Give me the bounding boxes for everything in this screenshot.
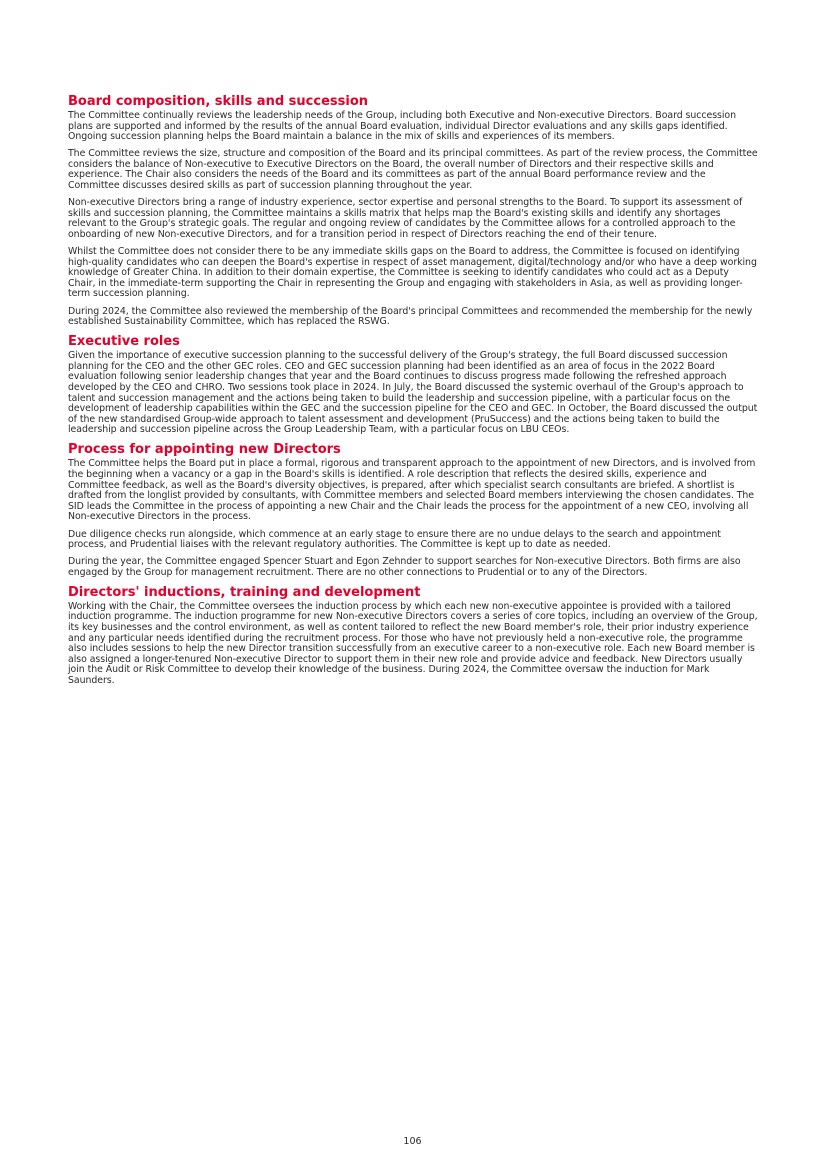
paragraph: Whilst the Committee does not consider there to be any immediate skills gaps on the Board to address, the Committee is focused on identifying high-quality candidates who can deepen the Board's expertise in respect of asset management, digital/technology and/or who have a deep working knowledge of Greater China. In addition to their domain expertise, the Committee is seeking to identify candidates who could act as a Deputy Chair, in the immediate-term supporting the Chair in representing the Group and engaging with stakeholders in Asia, as well as providing longer-term succession planning. — [68, 246, 757, 300]
paragraph: Non-executive Directors bring a range of industry experience, sector expertise and personal strengths to the Board. To support its assessment of skills and succession planning, the Committee maintains a skills matrix that helps map the Board's existing skills and identify any shortages relevant to the Group's strategic goals. The regular and ongoing review of candidates by the Committee allows for a controlled approach to the onboarding of new Non-executive Directors, and for a transition period in respect of Directors reaching the end of their tenure. — [68, 197, 743, 240]
paragraph: The Committee helps the Board put in place a formal, rigorous and transparent approach to the appointment of new Directors, and is involved from the beginning when a vacancy or a gap in the Board's skills is identified. A role description that reflects the desired skills, experience and Committee feedback, as well as the Board's diversity objectives, is prepared, after which specialist search consultants are briefed. A shortlist is drafted from the longlist provided by consultants, with Committee members and selected Board members interviewing the chosen candidates. The SID leads the Committee in the process of appointing a new Chair and the Chair leads the process for the appointment of a new CEO, involving all Non-executive Directors in the process. — [68, 458, 756, 523]
section-heading: Board composition, skills and succession — [68, 94, 369, 109]
paragraph: Given the importance of executive succession planning to the successful delivery of the Group's strategy, the full Board discussed succession planning for the CEO and the other GEC roles. CEO and GEC succession planning had been identified as an area of focus in the 2022 Board evaluation following senior leadership changes that year and the Board continues to discuss progress made following the refreshed approach developed by the CEO and CHRO. Two sessions took place in 2024. In July, the Board discussed the systemic overhaul of the Group's approach to talent and succession management and the actions being taken to build the leadership and succession pipeline, with a particular focus on the development of leadership capabilities within the GEC and the succession pipeline for the CEO and GEC. In October, the Board discussed the output of the new standardised Group-wide approach to talent assessment and development (PruSuccess) and the actions being taken to build the leadership and succession pipeline across the Group Leadership Team, with a particular focus on LBU CEOs. — [68, 350, 758, 436]
section-heading: Process for appointing new Directors — [68, 442, 341, 458]
paragraph: Due diligence checks run alongside, which commence at an early stage to ensure there are no undue delays to the search and appointment process, and Prudential liaises with the relevant regulatory authorities. The Committee is kept up to date as needed. — [68, 528, 721, 551]
paragraph: During 2024, the Committee also reviewed the membership of the Board's principal Committees and recommended the membership for the newly established Sustainability Committee, which has replaced the RSWG. — [68, 305, 753, 328]
section-heading: Executive roles — [68, 334, 180, 350]
section-inductions-training — [68, 585, 758, 687]
section-board-composition — [68, 94, 758, 328]
section-appointing-directors — [68, 442, 758, 578]
paragraph: Working with the Chair, the Committee oversees the induction process by which each new non-executive appointee is provided with a tailored induction programme. The induction programme for new Non-executive Directors covers a series of core topics, including an overview of the Group, its key businesses and the control environment, as well as content tailored to reflect the new Board member's role, their prior industry experience and any particular needs identified during the recruitment process. For those who have not previously held a non-executive role, the programme also includes sessions to help the new Director transition successfully from an executive career to a non-executive role. Each new Board member is also assigned a longer-tenured Non-executive Director to support them in their new role and provide advice and feedback. New Directors usually join the Audit or Risk Committee to develop their knowledge of the business. During 2024, the Committee oversaw the induction for Mark Saunders. — [68, 600, 758, 687]
paragraph: The Committee continually reviews the leadership needs of the Group, including both Executive and Non-executive Directors. Board succession plans are supported and informed by the results of the annual Board evaluation, individual Director evaluations and any skills gaps identified. Ongoing succession planning helps the Board maintain a balance in the mix of skills and experiences of its members. — [68, 110, 736, 143]
paragraph: The Committee reviews the size, structure and composition of the Board and its principal committees. As part of the review process, the Committee considers the balance of Non-executive to Executive Directors on the Board, the overall number of Directors and their respective skills and experience. The Chair also considers the needs of the Board and its committees as part of the annual Board performance review and the Committee discusses desired skills as part of succession planning throughout the year. — [68, 148, 758, 192]
page-number: 106 — [403, 1136, 422, 1147]
section-executive-roles — [68, 334, 758, 436]
paragraph: During the year, the Committee engaged Spencer Stuart and Egon Zehnder to support searches for Non-executive Directors. Both firms are also engaged by the Group for management recruitment. There are no other connections to Prudential or to any of the Directors. — [68, 556, 741, 578]
document-body — [68, 94, 758, 693]
section-heading: Directors' inductions, training and development — [68, 584, 421, 600]
